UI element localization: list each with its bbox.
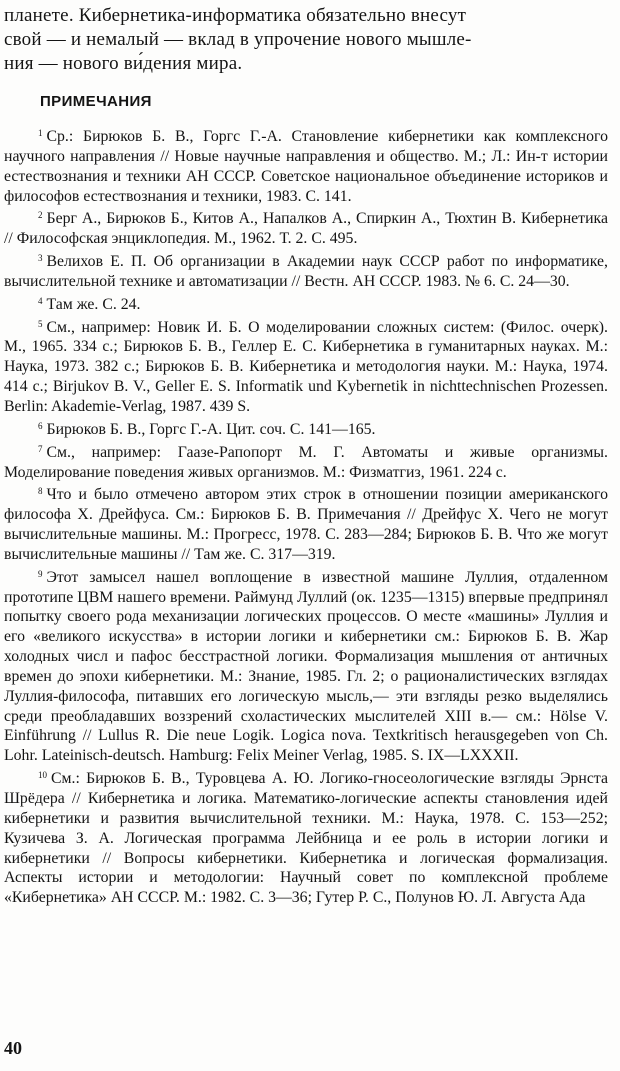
footnote-9 <box>4 565 608 766</box>
footnote-text: См., например: Гаазе-Рапопорт М. Г. Автоматы и живые организмы. Моделирование поведения живых организмов. М.: Физматгиз, 1961. 224 с. <box>4 443 608 481</box>
footnote-number: 7 <box>38 443 43 454</box>
intro-line: планете. Кибернетика-информатика обязательно внесут <box>4 5 467 26</box>
footnote-number: 1 <box>38 128 43 138</box>
footnote-7 <box>4 440 608 483</box>
footnote-text: Там же. С. 24. <box>46 295 141 313</box>
notes-list <box>4 124 608 908</box>
footnote-number: 10 <box>38 770 47 781</box>
footnote-number: 2 <box>38 210 43 221</box>
notes-heading: ПРИМЕЧАНИЯ <box>40 93 152 110</box>
footnote-text: Велихов Е. П. Об организации в Академии наук СССР работ по информатике, вычислительной технике и автоматизации // Вестн. АН СССР. 1983. № 6. С. 24—30. <box>4 253 608 290</box>
footnote-text: См., например: Новик И. Б. О моделировании сложных систем: (Филос. очерк). М., 1965. 334 с.; Бирюков Б. В., Геллер Е. С. Кибернетика в гуманитарных науках. М.: Наука, 1973. 382 с.; Бирюков Б. В. Кибернетика и методология науки. М.: Наука, 1974. 414 с.; Birjukov B. V., Geller E. S. Informatik und Kybernetik in nichttechnischen Prozessen. Berlin: Akademie-Verlag, 1987. 439 S. <box>4 318 608 415</box>
intro-line: ния — нового ви́дения мира. <box>4 53 243 74</box>
footnote-6 <box>4 417 608 440</box>
footnote-8 <box>4 482 608 564</box>
footnote-10 <box>4 766 608 908</box>
footnote-3 <box>4 249 608 292</box>
footnote-number: 8 <box>38 486 43 497</box>
intro-line: свой — и немалый — вклад в упрочение нового мышле- <box>4 29 472 50</box>
intro-paragraph <box>4 4 608 76</box>
footnote-4 <box>4 292 608 315</box>
footnote-number: 4 <box>38 295 43 306</box>
footnote-number: 9 <box>38 568 43 579</box>
footnote-number: 3 <box>38 253 43 264</box>
footnote-2 <box>4 206 608 249</box>
footnote-text: Берг А., Бирюков Б., Китов А., Напалков А., Спиркин А., Тюхтин В. Кибернетика // Философская энциклопедия. М., 1962. Т. 2. С. 495. <box>4 210 608 248</box>
footnote-1 <box>4 124 608 206</box>
footnote-number: 5 <box>38 318 43 329</box>
footnote-5 <box>4 315 608 417</box>
footnote-number: 6 <box>38 420 43 431</box>
footnote-text: Этот замысел нашел воплощение в известной машине Луллия, отдаленном прототипе ЦВМ нашего времени. Раймунд Луллий (ок. 1235—1315) впервые предпринял попытку своего рода механизации логических процессов. О месте «машины» Луллия и его «великого искусства» в истории логики и кибернетики см.: Бирюков Б. В. Жар холодных числ и пафос бесстрастной логики. Формализация мышления от античных времен до эпохи кибернетики. М.: Знание, 1985. Гл. 2; о рационалистических взглядах Луллия-философа, питавших его логическую мысль,— эти взгляды резко выделялись среди преобладавших воззрений схоластических мыслителей XIII в.— см.: Hölse V. Einführung // Lullus R. Die neue Logik. Logica nova. Textkritisch herausgegeben von Ch. Lohr. Lateinisch-deutsch. Hamburg: Felix Meiner Verlag, 1985. S. IX—LXXXII. <box>4 568 608 765</box>
footnote-text: См.: Бирюков Б. В., Туровцева А. Ю. Логико-гносеологические взгляды Эрнста Шрёдера // Кибернетика и логика. Математико-логические аспекты становления идей кибернетики и развития вычислительной техники. М.: Наука, 1978. С. 153—252; Кузичева З. А. Логическая программа Лейбница и ее роль в истории логики и кибернетики // Вопросы кибернетики. Кибернетика и логическая формализация. Аспекты истории и методологии: Научный совет по комплексной проблеме «Кибернетика» АН СССР. М.: 1982. С. 3—36; Гутер Р. С., Полунов Ю. Л. Августа Ада <box>4 770 608 907</box>
footnote-text: Ср.: Бирюков Б. В., Горгс Г.-А. Становление кибернетики как комплексного научного направления // Новые научные направления и общество. М.; Л.: Ин-т истории естествознания и техники АН СССР. Советское национальное объединение историков и философов естествознания и техники, 1983. С. 141. <box>4 128 608 205</box>
footnote-text: Что и было отмечено автором этих строк в отношении позиции американского философа Х. Дрейфуса. См.: Бирюков Б. В. Примечания // Дрейфус Х. Чего не могут вычислительные машины. М.: Прогресс, 1978. С. 283—284; Бирюков Б. В. Что же могут вычислительные машины // Там же. С. 317—319. <box>4 486 608 563</box>
page-number: 40 <box>4 1038 22 1058</box>
footnote-text: Бирюков Б. В., Горгс Г.-А. Цит. соч. С. 141—165. <box>46 420 376 438</box>
